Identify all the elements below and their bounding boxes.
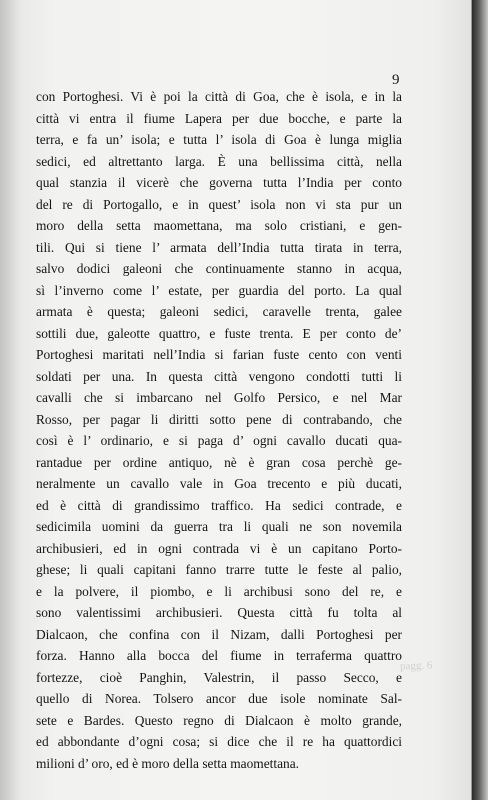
text-line: sono valentissimi archibusieri. Questa città fu tolta al [36, 605, 402, 620]
text-line: e la polvere, il piombo, e li archibusi sono del re, e [36, 583, 402, 599]
text-line: Portoghesi maritati nell’India si farian fuste cento con venti [36, 347, 402, 362]
page-edge-shadow [472, 0, 488, 800]
text-line: rantadue per ordine antiquo, nè è gran cosa perchè ge- [36, 454, 402, 470]
text-line: sedicimila uomini da guerra tra li quali ne son novemila [36, 519, 402, 534]
text-line: milioni d’ oro, ed è moro della setta maomettana. [36, 755, 300, 771]
text-line: neralmente un cavallo vale in Goa trecento e più ducati, [36, 476, 402, 491]
text-line: con Portoghesi. Vi è poi la città di Goa, che è isola, e in la [36, 89, 402, 104]
text-line: città vi entra il fiume Lapera per due bocche, e parte la [36, 110, 402, 126]
text-line: terra, e fa un’ isola; e tutta l’ isola di Goa è lunga miglia [36, 132, 402, 147]
text-line: ed è città di grandissimo traffico. Ha sedici contrade, e [36, 497, 402, 513]
text-line: cavalli che si imbarcano nel Golfo Persico, e nel Mar [36, 390, 402, 405]
text-line: archibusieri, ed in ogni contrada vi è un capitano Porto- [36, 540, 402, 556]
body-text [36, 86, 402, 774]
text-line: sete e Bardes. Questo regno di Dialcaon è molto grande, [36, 712, 402, 728]
text-line: del re di Portogallo, e in quest’ isola non vi sta pur un [36, 196, 402, 212]
page-number: 9 [392, 72, 400, 88]
text-line: sottili due, galeotte quattro, e fuste trenta. E per conto de’ [36, 325, 402, 341]
binding-shadow [0, 0, 22, 800]
text-line: ed abbondante d’ogni cosa; si dice che il re ha quattordici [36, 734, 402, 749]
text-line: sì l’inverno come l’ estate, per guardia del porto. La qual [36, 282, 402, 298]
text-line: sedici, ed altrettanto larga. È una bellissima città, nella [36, 153, 402, 169]
text-line: Dialcaon, che confina con il Nizam, dalli Portoghesi per [36, 626, 402, 642]
text-line: salvo dodici galeoni che continuamente stanno in acqua, [36, 261, 402, 276]
text-line: armata è questa; galeoni sedici, caravelle trenta, galee [36, 304, 402, 319]
text-line: quello di Norea. Tolsero ancor due isole nominate Sal- [36, 691, 402, 706]
text-line: Rosso, per pagar li diritti sotto pene di contrabando, che [36, 411, 402, 427]
text-line: fortezze, cioè Panghin, Valestrin, il passo Secco, e [36, 669, 402, 685]
bleed-through-mark: pagg. 6 [399, 659, 433, 673]
text-line: soldati per una. In questa città vengono condotti tutti li [36, 368, 402, 384]
text-line: tili. Qui si tiene l’ armata dell’India tutta tirata in terra, [36, 239, 402, 255]
text-line: forza. Hanno alla bocca del fiume in terraferma quattro [36, 648, 402, 663]
text-line: qual stanzia il vicerè che governa tutta l’India per conto [36, 175, 402, 190]
text-line: moro della setta maomettana, ma solo cristiani, e gen- [36, 218, 402, 233]
text-line: così è l’ ordinario, e si paga d’ ogni cavallo ducati qua- [36, 433, 402, 448]
text-line: ghese; li quali capitani fanno trarre tutte le feste al palio, [36, 562, 402, 577]
